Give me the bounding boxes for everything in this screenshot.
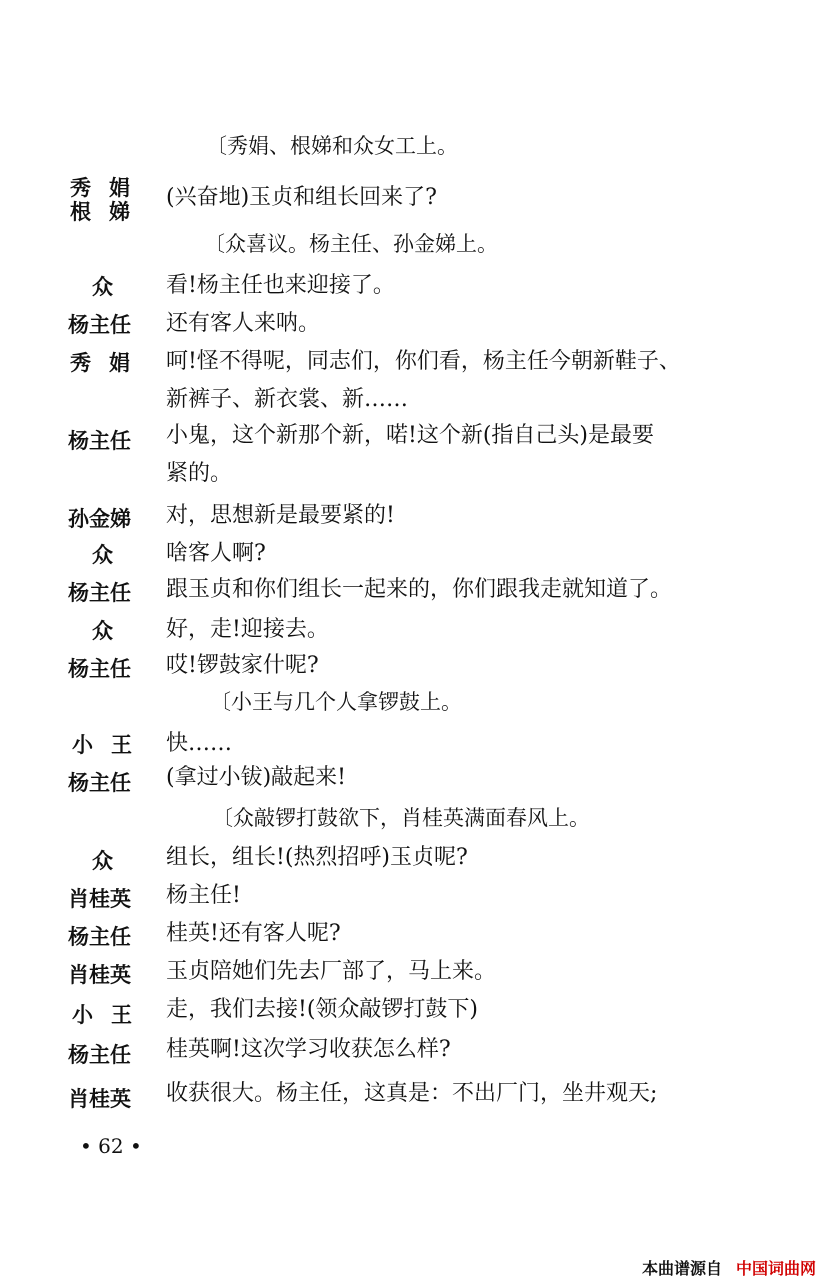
dialogue-line: 好，走!迎接去。 bbox=[166, 617, 329, 642]
dialogue-line: 走，我们去接!(领众敲锣打鼓下) bbox=[166, 997, 479, 1022]
speaker-name: 秀娟 bbox=[70, 351, 130, 375]
footer-source-label: 本曲谱源自 bbox=[641, 1259, 722, 1278]
footer-site-name: 中国词曲网 bbox=[735, 1259, 816, 1278]
dialogue-line: 跟玉贞和你们组长一起来的，你们跟我走就知道了。 bbox=[166, 577, 673, 602]
dialogue-line: 玉贞陪她们先去厂部了，马上来。 bbox=[166, 959, 497, 984]
speaker-name: 秀娟 根娣 bbox=[70, 176, 130, 224]
stage-direction: 〔小王与几个人拿锣鼓上。 bbox=[210, 690, 462, 714]
dialogue-line: 小鬼，这个新那个新，喏!这个新(指自己头)是最要 bbox=[166, 423, 655, 448]
speaker-name: 小王 bbox=[72, 1003, 132, 1027]
dialogue-line: 呵!怪不得呢，同志们，你们看，杨主任今朝新鞋子、 bbox=[166, 349, 681, 374]
dialogue-line: 哎!锣鼓家什呢? bbox=[166, 653, 319, 678]
dialogue-line: (拿过小钹)敲起来! bbox=[166, 765, 347, 790]
speaker-name: 众 bbox=[92, 619, 113, 643]
stage-direction: 〔众敲锣打鼓欲下，肖桂英满面春风上。 bbox=[212, 806, 590, 830]
dialogue-line: 快…… bbox=[166, 731, 233, 756]
speaker-name: 杨主任 bbox=[68, 1043, 131, 1067]
dialogue-line: 对，思想新是最要紧的! bbox=[166, 503, 395, 528]
dialogue-line: 桂英啊!这次学习收获怎么样? bbox=[166, 1037, 451, 1062]
speaker-name: 肖桂英 bbox=[68, 1087, 131, 1111]
dialogue-line: 紧的。 bbox=[166, 461, 233, 486]
dialogue-line: 桂英!还有客人呢? bbox=[166, 921, 341, 946]
speaker-name: 肖桂英 bbox=[68, 887, 131, 911]
speaker-name: 小王 bbox=[72, 733, 132, 757]
speaker-name: 孙金娣 bbox=[68, 507, 131, 531]
speaker-name: 杨主任 bbox=[68, 925, 131, 949]
speaker-name: 杨主任 bbox=[68, 429, 131, 453]
dialogue-line: 新裤子、新衣裳、新…… bbox=[166, 387, 409, 412]
speaker-name: 众 bbox=[92, 849, 113, 873]
dialogue-line: 看!杨主任也来迎接了。 bbox=[166, 273, 395, 298]
speaker-name: 杨主任 bbox=[68, 657, 131, 681]
speaker-name: 众 bbox=[92, 275, 113, 299]
speaker-name: 杨主任 bbox=[68, 581, 131, 605]
dialogue-line: 收获很大。杨主任，这真是：不出厂门，坐井观天; bbox=[166, 1081, 658, 1106]
footer-watermark bbox=[642, 1256, 816, 1279]
speaker-name: 杨主任 bbox=[68, 771, 131, 795]
page-number: • 62 • bbox=[80, 1134, 142, 1158]
stage-direction: 〔秀娟、根娣和众女工上。 bbox=[206, 134, 458, 158]
speaker-name: 众 bbox=[92, 543, 113, 567]
speaker-name: 杨主任 bbox=[68, 313, 131, 337]
stage-direction: 〔众喜议。杨主任、孙金娣上。 bbox=[204, 232, 498, 256]
dialogue-line: (兴奋地)玉贞和组长回来了? bbox=[166, 185, 437, 210]
speaker-name: 肖桂英 bbox=[68, 963, 131, 987]
dialogue-line: 啥客人啊? bbox=[166, 541, 266, 566]
dialogue-line: 组长，组长!(热烈招呼)玉贞呢? bbox=[166, 845, 468, 870]
dialogue-line: 杨主任! bbox=[166, 883, 241, 908]
dialogue-line: 还有客人来呐。 bbox=[166, 311, 321, 336]
